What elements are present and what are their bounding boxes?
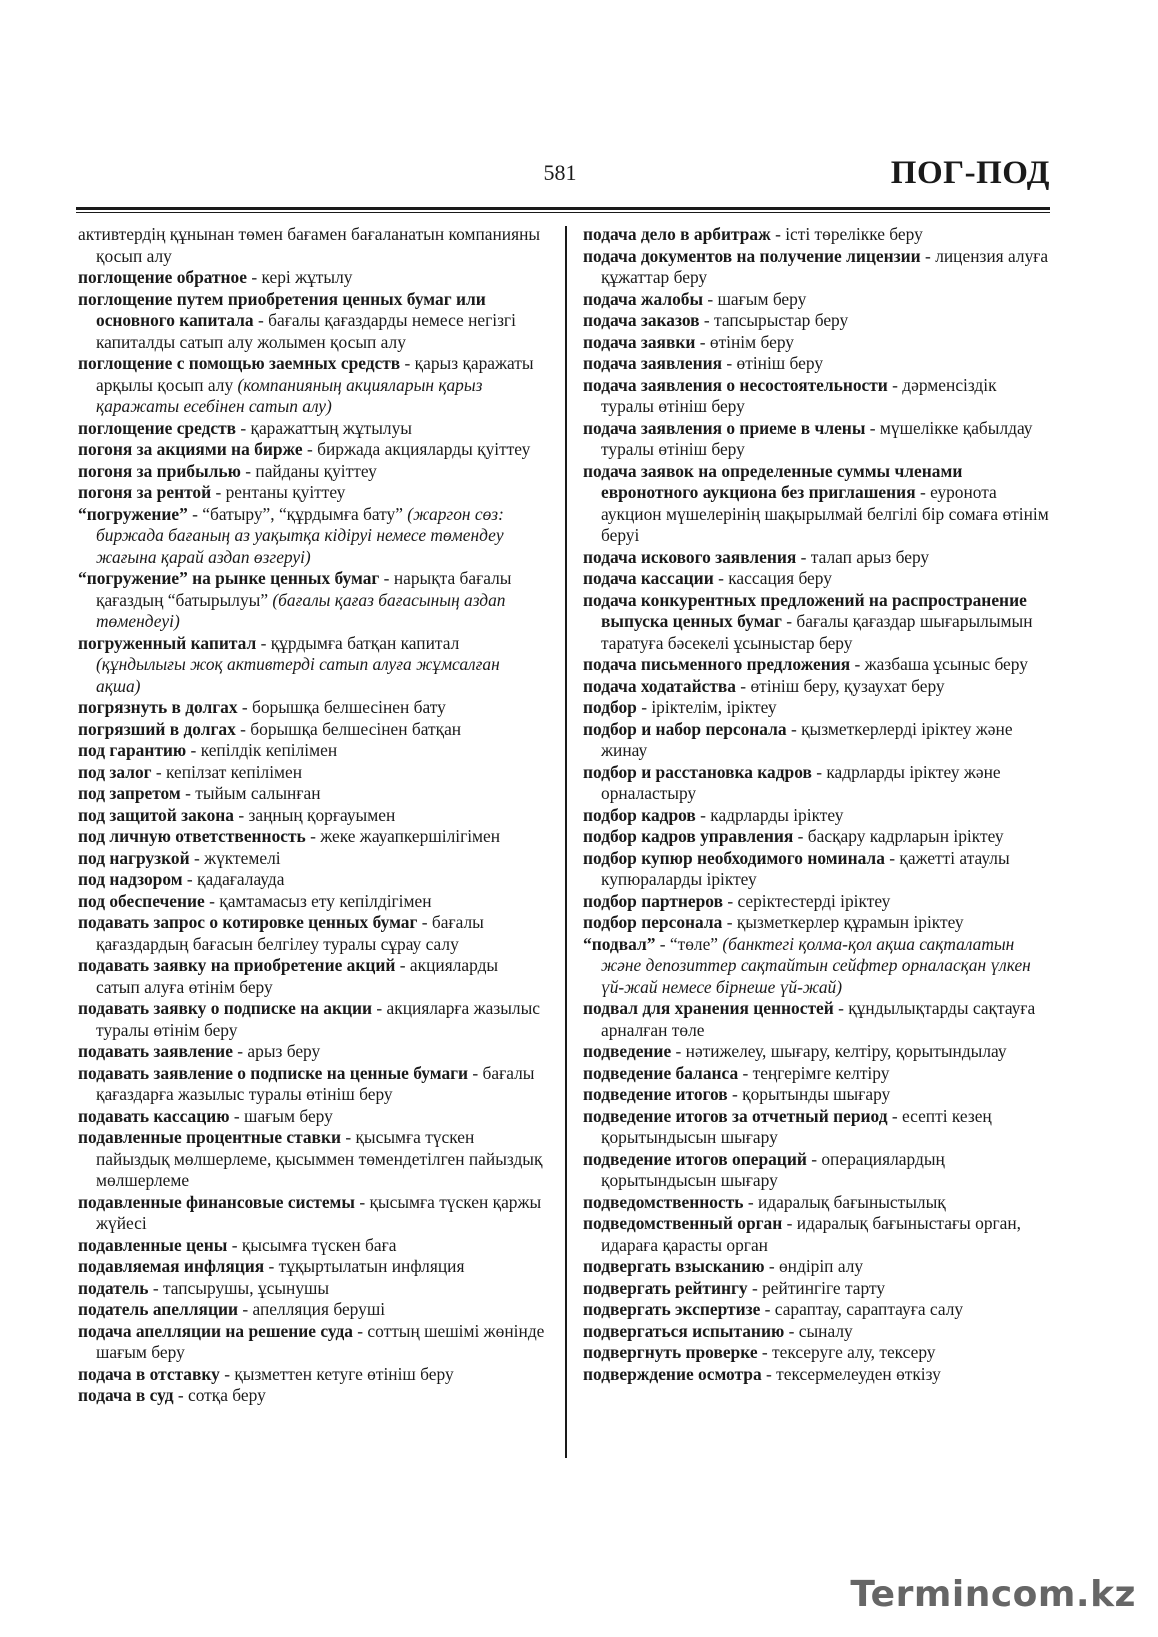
- entry-definition: - өтініш беру, қузаухат беру: [735, 675, 945, 696]
- dictionary-entry: [583, 1063, 1053, 1085]
- dictionary-entry: [583, 590, 1053, 655]
- entry-term: под личную ответственность: [78, 826, 306, 846]
- entry-definition: - тексермелеуден өткізу: [761, 1363, 941, 1384]
- entry-term: “подвал”: [583, 933, 656, 954]
- dictionary-entry: [78, 1278, 546, 1300]
- entry-term: поглощение обратное: [78, 267, 247, 287]
- entry-definition: - есепті кезең қорытындысын шығару: [601, 1105, 992, 1147]
- entry-definition: - борышқа белшесінен батқан: [235, 718, 462, 739]
- dictionary-entry: [78, 1385, 546, 1407]
- entry-term: подача заявления о несостоятельности: [583, 374, 888, 395]
- dictionary-entry: [78, 418, 546, 440]
- dictionary-entry: [583, 1364, 1053, 1386]
- dictionary-entry: [583, 762, 1053, 805]
- entry-definition: - бағалы қағаздарға жазылыс туралы өтініш беру: [96, 1062, 535, 1104]
- dictionary-entry: [583, 375, 1053, 418]
- entry-term: податель: [78, 1277, 149, 1298]
- entry-definition: - соттың шешімі жөнінде шағым беру: [96, 1320, 545, 1362]
- entry-definition: - тұқыртылатын инфляция: [264, 1256, 465, 1276]
- entry-term: подача апелляции на решение суда: [78, 1320, 353, 1341]
- dictionary-entry: [78, 1063, 546, 1106]
- entry-definition: - қадағалауда: [182, 869, 285, 889]
- entry-term: подача в отставку: [78, 1363, 220, 1384]
- dictionary-entry: [583, 1106, 1053, 1149]
- page-number: 581: [543, 160, 577, 185]
- entry-note: (бағалы қағаз бағасының аздап төмендеуі): [96, 589, 506, 631]
- entry-note: (жаргон сөз: биржада бағаның аз уақытқа кідіруі немесе төмендеу жағына қарай аздап өзгеруі): [96, 503, 504, 567]
- column-divider: [565, 226, 567, 1458]
- dictionary-entry: [78, 353, 546, 418]
- dictionary-entry: [583, 246, 1053, 289]
- entry-definition: - құндылықтарды сақтауға арналған төле: [601, 998, 1036, 1040]
- dictionary-entry: [583, 1278, 1053, 1300]
- dictionary-entry: [78, 955, 546, 998]
- dictionary-entry: [583, 418, 1053, 461]
- dictionary-entry: [583, 1213, 1053, 1256]
- dictionary-entry: [583, 289, 1053, 311]
- dictionary-entry: [78, 482, 546, 504]
- entry-note: (құндылығы жоқ активтерді сатып алуға жұмсалған ақша): [96, 654, 500, 696]
- entry-definition: - кепілдік кепілімен: [186, 740, 338, 760]
- dictionary-entry: [78, 1106, 546, 1128]
- header-rule: [76, 207, 1050, 210]
- entry-term: подача ходатайства: [583, 675, 736, 696]
- dictionary-entry: [583, 461, 1053, 547]
- entry-definition: - шағым беру: [229, 1105, 333, 1126]
- dictionary-entry: [78, 267, 546, 289]
- entry-definition: - кадрларды іріктеу және орналастыру: [601, 761, 1001, 803]
- entry-definition: - қысымға түскен баға: [227, 1234, 397, 1255]
- dictionary-entry: [583, 1256, 1053, 1278]
- entry-definition: - акцияларды сатып алуға өтінім беру: [96, 955, 499, 997]
- entry-definition: - акцияларға жазылыс туралы өтінім беру: [96, 998, 540, 1040]
- entry-definition: - бағалы қағаздардың бағасын белгілеу туралы сұрау салу: [96, 912, 484, 954]
- entry-term: подача заявления: [583, 353, 723, 373]
- dictionary-entry: [78, 783, 546, 805]
- entry-definition: - қызметтен кетуге өтініш беру: [219, 1363, 454, 1384]
- entry-term: подведение итогов за отчетный период: [583, 1105, 888, 1126]
- entry-definition: - тапсырыстар беру: [699, 310, 849, 330]
- entry-definition: - басқару кадрларын іріктеу: [793, 826, 1004, 846]
- dictionary-entry: [78, 504, 546, 569]
- entry-definition: - арыз беру: [232, 1041, 321, 1061]
- dictionary-entry: [78, 1321, 546, 1364]
- entry-term: подача дело в арбитраж: [583, 224, 771, 244]
- entry-term: подавленные финансовые системы: [78, 1191, 355, 1212]
- entry-term: подверждение осмотра: [583, 1363, 762, 1384]
- dictionary-entry: [78, 1235, 546, 1257]
- entry-term: под нагрузкой: [78, 847, 190, 868]
- entry-term: погоня за акциями на бирже: [78, 439, 303, 459]
- entry-definition: - идаралық бағыныстағы орган, идараға қарасты орган: [601, 1213, 1022, 1255]
- dictionary-entry: [583, 1041, 1053, 1063]
- dictionary-entry: [78, 224, 546, 267]
- entry-term: под залог: [78, 761, 152, 782]
- entry-term: под надзором: [78, 869, 183, 889]
- entry-term: подача заявления о приеме в члены: [583, 417, 866, 438]
- entry-definition: - өтініш беру: [722, 353, 824, 373]
- entry-definition: - еуронота аукцион мүшелерінің шақырылмай белгілі бір сомаға өтінім беруі: [601, 482, 1049, 545]
- entry-definition: - лицензия алуға құжаттар беру: [601, 245, 1049, 287]
- entry-term: подавать заявку на приобретение акций: [78, 955, 396, 975]
- entry-note: (компанияның акцияларын қарыз қаражаты есебінен сатып алу): [96, 374, 483, 416]
- entry-term: погрязший в долгах: [78, 718, 236, 739]
- entry-term: подавленные цены: [78, 1234, 228, 1255]
- dictionary-entry: [78, 1127, 546, 1192]
- entry-definition: - жазбаша ұсыныс беру: [850, 654, 1028, 674]
- entry-definition: - қорытынды шығару: [727, 1084, 891, 1104]
- entry-term: поглощение средств: [78, 417, 237, 438]
- entry-term: погрязнуть в долгах: [78, 697, 238, 717]
- dictionary-entry: [78, 891, 546, 913]
- dictionary-entry: [78, 869, 546, 891]
- entry-term: подбор и набор персонала: [583, 718, 787, 739]
- dictionary-entry: [583, 848, 1053, 891]
- entry-term: поглощение с помощью заемных средств: [78, 353, 401, 373]
- dictionary-entry: [78, 1256, 546, 1278]
- dictionary-entry: [583, 1149, 1053, 1192]
- dictionary-entry: [583, 547, 1053, 569]
- entry-term: подбор кадров: [583, 804, 696, 825]
- dictionary-entry: [78, 1041, 546, 1063]
- entry-term: подавляемая инфляция: [78, 1256, 265, 1276]
- entry-term: подача жалобы: [583, 288, 704, 309]
- entry-definition: - тыйым салынған: [180, 783, 321, 803]
- entry-definition: - сараптау, сараптауға салу: [760, 1299, 964, 1319]
- dictionary-entry: [583, 568, 1053, 590]
- entry-definition: - рейтингіге тарту: [747, 1277, 886, 1298]
- entry-definition: - құрдымға батқан капитал: [256, 632, 460, 653]
- entry-term: подведение баланса: [583, 1062, 739, 1083]
- entry-term: “погружение”: [78, 503, 188, 524]
- entry-term: подведение итогов: [583, 1084, 728, 1104]
- entry-definition: - “батыру”, “құрдымға бату”: [187, 503, 408, 524]
- entry-term: подвергнуть проверке: [583, 1342, 758, 1362]
- entry-definition: - өтінім беру: [695, 331, 794, 352]
- entry-definition: - қамтамасыз ету кепілдігімен: [204, 890, 432, 911]
- dictionary-entry: [583, 891, 1053, 913]
- dictionary-entry: [78, 762, 546, 784]
- dictionary-entry: [78, 697, 546, 719]
- entry-definition: - теңгерімге келтіру: [738, 1062, 890, 1083]
- entry-definition: - операциялардың қорытындысын шығару: [601, 1148, 945, 1190]
- entry-definition: - өндіріп алу: [764, 1256, 864, 1276]
- entry-term: подача заказов: [583, 310, 700, 330]
- entry-definition: - қаражаттың жұтылуы: [236, 417, 412, 438]
- entry-term: подведение: [583, 1041, 672, 1061]
- entry-definition: - кері жұтылу: [246, 267, 353, 287]
- entry-definition: - кадрларды іріктеу: [695, 804, 844, 825]
- entry-definition: - заңның қорғауымен: [234, 804, 396, 825]
- entry-term: подвергать экспертизе: [583, 1299, 761, 1319]
- watermark-logo: [850, 1574, 1136, 1615]
- entry-term: подведение итогов операций: [583, 1148, 807, 1169]
- dictionary-entry: [583, 826, 1053, 848]
- entry-term: “погружение” на рынке ценных бумаг: [78, 568, 380, 588]
- entry-definition: - қысымға түскен пайыздық мөлшерлеме, қысыммен төмендетілген пайыздық мөлшерлеме: [96, 1127, 543, 1190]
- entry-definition: - сотқа беру: [173, 1385, 266, 1405]
- entry-definition: - идаралық бағыныстылық: [743, 1191, 946, 1212]
- dictionary-entry: [583, 654, 1053, 676]
- entry-term: подача в суд: [78, 1385, 174, 1405]
- entry-definition: - дәрменсіздік туралы өтініш беру: [601, 374, 997, 416]
- entry-term: подведомственность: [583, 1191, 744, 1212]
- entry-term: подача письменного предложения: [583, 654, 851, 674]
- dictionary-entry: [583, 1084, 1053, 1106]
- entry-term: погоня за прибылью: [78, 460, 241, 481]
- dictionary-entry: [583, 1192, 1053, 1214]
- entry-definition: - қарыз қаражаты арқылы қосып алу: [96, 353, 534, 395]
- dictionary-entry: [583, 697, 1053, 719]
- dictionary-entry: [78, 1192, 546, 1235]
- entry-term: подавать заявку о подписке на акции: [78, 998, 373, 1018]
- entry-term: подача конкурентных предложений на распространение выпуска ценных бумаг: [583, 589, 1027, 631]
- dictionary-entry: [78, 826, 546, 848]
- entry-definition: - кассация беру: [713, 568, 832, 588]
- dictionary-entry: [78, 1364, 546, 1386]
- entry-definition: - бағалы қағаздарды немесе негізгі капиталды сатып алу жолымен қосып алу: [96, 310, 516, 352]
- dictionary-entry: [583, 1299, 1053, 1321]
- dictionary-entry: [583, 676, 1053, 698]
- dictionary-entry: [583, 998, 1053, 1041]
- entry-definition: - нәтижелеу, шығару, келтіру, қорытындылау: [671, 1041, 1007, 1061]
- entry-term: подача заявки: [583, 331, 696, 352]
- entry-definition: - пайданы қуіттеу: [240, 460, 377, 481]
- entry-term: поглощение путем приобретения ценных бумаг или основного капитала: [78, 288, 486, 330]
- entry-definition: - биржада акцияларды қуіттеу: [302, 439, 531, 459]
- header-rule-thin: [76, 212, 1050, 213]
- entry-definition: - кепілзат кепілімен: [151, 761, 303, 782]
- dictionary-entry: [78, 998, 546, 1041]
- entry-term: подача искового заявления: [583, 546, 797, 567]
- page-heading: ПОГ-ПОД: [890, 155, 1050, 191]
- entry-term: подвергаться испытанию: [583, 1320, 785, 1341]
- entry-term: под защитой закона: [78, 804, 235, 825]
- entry-term: подавленные процентные ставки: [78, 1127, 341, 1147]
- dictionary-entry: [78, 439, 546, 461]
- dictionary-entry: [78, 912, 546, 955]
- entry-term: подбор партнеров: [583, 890, 723, 911]
- entry-term: подвергать взысканию: [583, 1256, 765, 1276]
- dictionary-entry: [78, 461, 546, 483]
- entry-term: под запретом: [78, 783, 181, 803]
- dictionary-entry: [583, 1342, 1053, 1364]
- entry-term: погоня за рентой: [78, 482, 212, 502]
- entry-definition: - іріктелім, іріктеу: [636, 697, 777, 717]
- entry-term: погруженный капитал: [78, 632, 257, 653]
- dictionary-entry: [78, 719, 546, 741]
- entry-definition: - жүктемелі: [189, 847, 281, 868]
- entry-term: подбор купюр необходимого номинала: [583, 847, 885, 868]
- entry-definition: - бағалы қағаздар шығарылымын таратуға бәсекелі ұсыныстар беру: [601, 611, 1033, 653]
- dictionary-entry: [583, 332, 1053, 354]
- entry-term: подбор: [583, 697, 637, 717]
- entry-term: подавать заявление о подписке на ценные бумаги: [78, 1062, 469, 1083]
- entry-definition: - қызметкерлер құрамын іріктеу: [722, 912, 964, 932]
- dictionary-entry: [78, 633, 546, 698]
- entry-note: (банктегі қолма-қол ақша сақталатын және депозиттер сақтайтын сейфтер орналасқан үлкен үй-жай немесе бірнеше үй-жай): [601, 933, 1031, 997]
- dictionary-entry: [78, 1299, 546, 1321]
- dictionary-entry: [583, 1321, 1053, 1343]
- dictionary-entry: [78, 568, 546, 633]
- entry-definition: - тапсырушы, ұсынушы: [148, 1277, 330, 1298]
- entry-definition: - істі төрелікке беру: [770, 224, 923, 244]
- entry-definition: - апелляция беруші: [238, 1299, 386, 1319]
- entry-term: подавать запрос о котировке ценных бумаг: [78, 912, 418, 932]
- entry-term: подведомственный орган: [583, 1213, 783, 1233]
- entry-definition: - тексеруге алу, тексеру: [757, 1342, 936, 1362]
- entry-definition: активтердің құнынан төмен бағамен бағаланатын компанияны қосып алу: [78, 224, 541, 266]
- entry-term: подбор и расстановка кадров: [583, 761, 812, 782]
- entry-term: подвал для хранения ценностей: [583, 998, 834, 1018]
- dictionary-entry: [78, 740, 546, 762]
- entry-term: подавать заявление: [78, 1041, 233, 1061]
- entry-term: подача документов на получение лицензии: [583, 245, 921, 266]
- entry-term: подача кассации: [583, 568, 714, 588]
- entry-definition: - сыналу: [784, 1320, 853, 1341]
- entry-definition: - қызметкерлерді іріктеу және жинау: [601, 718, 1013, 760]
- dictionary-entry: [583, 805, 1053, 827]
- dictionary-entry: [78, 848, 546, 870]
- entry-term: подача заявок на определенные суммы членами евронотного аукциона без приглашения: [583, 460, 963, 502]
- entry-definition: - “төле”: [655, 933, 723, 954]
- entry-definition: - жеке жауапкершілігімен: [305, 826, 501, 846]
- entry-definition: - серіктестерді іріктеу: [722, 890, 891, 911]
- dictionary-entry: [583, 719, 1053, 762]
- entry-term: подавать кассацию: [78, 1105, 230, 1126]
- entry-definition: - мүшелікке қабылдау туралы өтініш беру: [601, 417, 1033, 459]
- right-column: [583, 224, 1053, 1385]
- entry-term: под гарантию: [78, 740, 187, 760]
- entry-term: подбор кадров управления: [583, 826, 794, 846]
- entry-definition: - шағым беру: [703, 288, 807, 309]
- entry-term: под обеспечение: [78, 890, 205, 911]
- entry-term: подвергать рейтингу: [583, 1277, 748, 1298]
- dictionary-entry: [583, 934, 1053, 999]
- dictionary-entry: [583, 310, 1053, 332]
- dictionary-entry: [78, 805, 546, 827]
- entry-definition: - борышқа белшесінен бату: [237, 697, 446, 717]
- entry-definition: - рентаны қуіттеу: [211, 482, 346, 502]
- dictionary-entry: [583, 912, 1053, 934]
- dictionary-entry: [583, 224, 1053, 246]
- entry-term: податель апелляции: [78, 1299, 239, 1319]
- watermark-text: Termincom.kz: [850, 1574, 1136, 1615]
- left-column: [78, 224, 546, 1407]
- entry-definition: - қысымға түскен қаржы жүйесі: [96, 1191, 542, 1233]
- dictionary-entry: [78, 289, 546, 354]
- entry-term: подбор персонала: [583, 912, 723, 932]
- entry-definition: - нарықта бағалы қағаздың “батырылуы”: [96, 568, 512, 610]
- entry-definition: - талап арыз беру: [796, 546, 930, 567]
- dictionary-entry: [583, 353, 1053, 375]
- entry-definition: - қажетті атаулы купюраларды іріктеу: [601, 847, 1010, 889]
